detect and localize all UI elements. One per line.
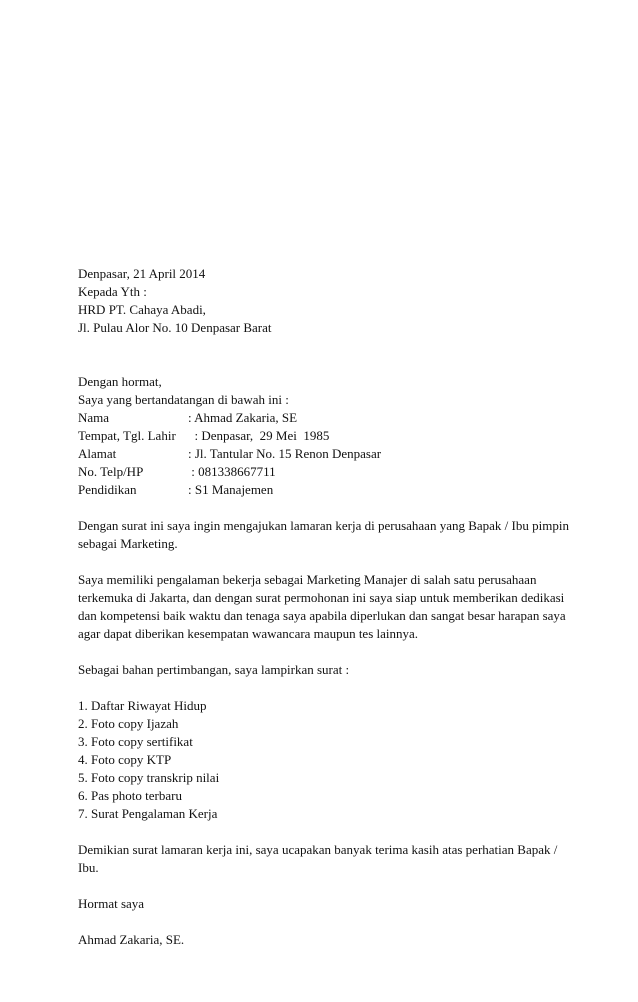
field-label: No. Telp/HP — [78, 464, 144, 479]
list-item: 1. Daftar Riwayat Hidup — [78, 698, 207, 713]
field-row-birth — [78, 427, 578, 445]
field-row-name — [78, 409, 578, 427]
spacer — [78, 337, 578, 373]
to-line: Kepada Yth : — [78, 284, 147, 299]
spacer — [78, 499, 578, 517]
spacer — [78, 643, 578, 661]
paragraph-closing: Demikian surat lamaran kerja ini, saya ucapakan banyak terima kasih atas perhatian Bapak / Ibu. — [78, 842, 558, 875]
list-item: 2. Foto copy Ijazah — [78, 716, 179, 731]
personal-details — [78, 409, 578, 499]
field-value: : Denpasar, 29 Mei 1985 — [188, 428, 330, 443]
field-label: Alamat — [78, 446, 117, 461]
field-row-phone — [78, 463, 578, 481]
list-item: 3. Foto copy sertifikat — [78, 734, 193, 749]
recipient-address: Jl. Pulau Alor No. 10 Denpasar Barat — [78, 320, 272, 335]
paragraph-purpose: Dengan surat ini saya ingin mengajukan lamaran kerja di perusahaan yang Bapak / Ibu pimpin sebagai Marketing. — [78, 518, 569, 551]
application-letter — [78, 265, 578, 949]
spacer — [78, 913, 578, 931]
regards: Hormat saya — [78, 896, 145, 911]
list-item: 4. Foto copy KTP — [78, 752, 172, 767]
spacer — [78, 679, 578, 697]
field-value: : Ahmad Zakaria, SE — [188, 410, 298, 425]
intro-line: Saya yang bertandatangan di bawah ini : — [78, 392, 289, 407]
field-row-address — [78, 445, 578, 463]
recipient-line: HRD PT. Cahaya Abadi, — [78, 302, 206, 317]
salutation: Dengan hormat, — [78, 374, 162, 389]
signature-name: Ahmad Zakaria, SE. — [78, 932, 185, 947]
field-value: : 081338667711 — [188, 464, 276, 479]
spacer — [78, 877, 578, 895]
date-line: Denpasar, 21 April 2014 — [78, 266, 206, 281]
attachment-list — [78, 697, 578, 823]
spacer — [78, 553, 578, 571]
list-item: 7. Surat Pengalaman Kerja — [78, 806, 218, 821]
field-value: : S1 Manajemen — [188, 482, 274, 497]
paragraph-experience: Saya memiliki pengalaman bekerja sebagai Marketing Manajer di salah satu perusahaan terkemuka di Jakarta, dan dengan surat permohonan ini saya siap untuk memberikan dedikasi dan kompetensi baik waktu dan tenaga saya apabila diperlukan dan sangat besar harapan saya agar dapat diberikan kesempatan wawancara maupun tes lainnya. — [78, 572, 566, 641]
field-value: : Jl. Tantular No. 15 Renon Denpasar — [188, 446, 382, 461]
list-item: 6. Pas photo terbaru — [78, 788, 182, 803]
field-label: Pendidikan — [78, 482, 137, 497]
spacer — [78, 823, 578, 841]
paragraph-attachments-intro: Sebagai bahan pertimbangan, saya lampirkan surat : — [78, 662, 350, 677]
field-label: Nama — [78, 410, 110, 425]
field-label: Tempat, Tgl. Lahir — [78, 428, 176, 443]
list-item: 5. Foto copy transkrip nilai — [78, 770, 220, 785]
field-row-education — [78, 481, 578, 499]
